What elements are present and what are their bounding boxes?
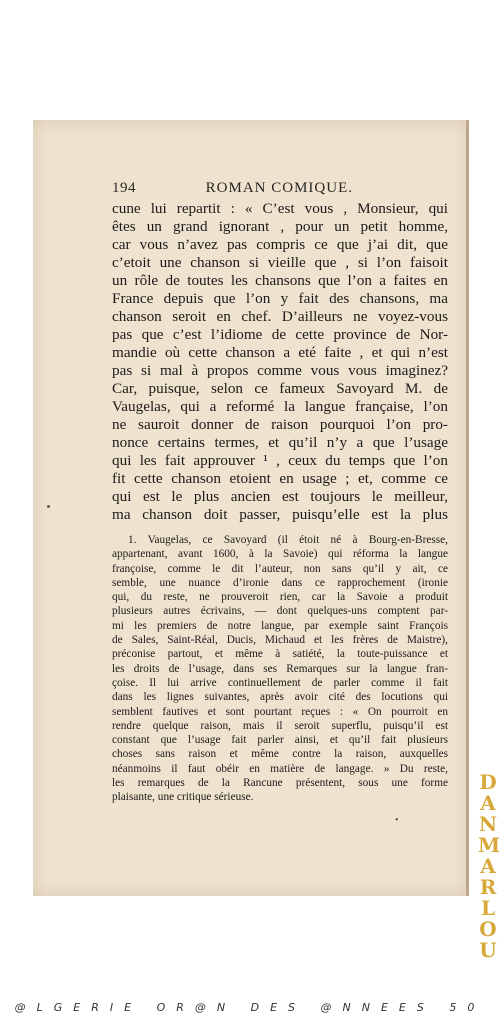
watermark-letter: D xyxy=(479,770,497,794)
watermark-letter: R xyxy=(479,875,497,899)
text-line: qui les fait approuver ¹ , ceux du temps que l’on xyxy=(112,452,448,469)
footnote-line: qui, du reste, ne prouveroit rien, car la Savoie a produit xyxy=(112,591,448,604)
footnote-line: préconise partout, et même à satiété, la toute-puissance et xyxy=(112,648,448,661)
footnote-line: les remarques de la Rancune présentent, sous une forme xyxy=(112,777,448,790)
margin-mark xyxy=(47,505,50,508)
watermark-letter: L xyxy=(480,896,496,920)
text-line: Vaugelas, qui a reformé la langue française, l’on xyxy=(112,398,448,415)
footnote-line: françoise, comme le dit l’auteur, non sans qu’il y ait, ce xyxy=(112,562,448,575)
vertical-watermark xyxy=(478,772,498,961)
watermark-letter: A xyxy=(480,854,496,878)
footnote-line: plusieurs autres écrivains, — dont quelques-uns comptent par- xyxy=(112,605,448,618)
watermark-letter: O xyxy=(479,917,497,941)
footnote-block xyxy=(112,533,448,805)
print-speck: • xyxy=(395,815,399,826)
bottom-watermark: @LGERIE OR@N DES @NNEES 50 xyxy=(14,1001,486,1014)
footnote-line: mi les premiers de notre langue, par exemple saint François xyxy=(112,619,448,632)
text-line: pas si mal à propos comme vous vous imaginez? xyxy=(112,362,448,379)
footnote-line: dans les lignes suivantes, après avoir cité des locutions qui xyxy=(112,691,448,704)
watermark-letter: M xyxy=(478,833,500,857)
footnote-line: néanmoins il faut obéir en matière de langage. » Du reste, xyxy=(112,762,448,775)
text-line: chanson seroit en chef. D’ailleurs ne voyez-vous xyxy=(112,308,448,325)
watermark-letter: A xyxy=(480,791,496,815)
footnote-line: 1. Vaugelas, ce Savoyard (il étoit né à Bourg-en-Bresse, xyxy=(128,534,448,546)
footnote-line: plaisante, une critique sérieuse. xyxy=(112,791,254,804)
text-line: France depuis que l’on y fait des chansons, ma xyxy=(112,290,448,307)
text-line: ne sauroit donner de raison pourquoi l’on pro- xyxy=(112,416,448,433)
footnote-line: çoise. Il lui arrive continuellement de parler comme il fait xyxy=(112,676,448,689)
footnote-line: de Sales, Saint-Réal, Ducis, Michaud et les frères de Maistre), xyxy=(112,634,448,647)
text-line: nonce certains termes, et qu’il n’y a que l’usage xyxy=(112,434,448,451)
footnote-line: appartenant, avant 1600, à la Savoie) qui réforma la langue xyxy=(112,548,448,561)
footnote-line: rendre quelque raison, mais il seroit superflu, puisqu’il est xyxy=(112,719,448,732)
footnote-line: constant que l’usage fait parler ainsi, et qu’il fait plusieurs xyxy=(112,734,448,747)
page-edge xyxy=(466,120,469,896)
text-line: car vous n’avez pas compris ce que j’ai dit, que xyxy=(112,236,448,253)
text-line: Car, puisque, selon ce fameux Savoyard M. de xyxy=(112,380,448,397)
text-line: ma chanson doit passer, puisqu’elle est la plus xyxy=(112,506,448,523)
text-line: êtes un grand ignorant , pour un petit homme, xyxy=(112,218,448,235)
watermark-letter: N xyxy=(478,812,498,836)
footnote-line: semble, une nuance d’ironie dans ce rapprochement (ironie xyxy=(112,576,448,589)
watermark-letter: U xyxy=(479,938,497,962)
text-line: mandie où cette chanson a eté faite , et qui n’est xyxy=(112,344,448,361)
text-line: un rôle de toutes les chansons que l’on a faites en xyxy=(112,272,448,289)
footnote-line: choses sans raison et même contre la raison, auxquelles xyxy=(112,748,448,761)
footnote-line: les droits de l’usage, dans ses Remarques sur la langue fran- xyxy=(112,662,448,675)
text-line: pas que c’est l’idiome de cette province de Nor- xyxy=(112,326,448,343)
footnote-line: semblent fautives et sont pourtant reçues : « On pourroit en xyxy=(112,705,448,718)
text-line: qui est le plus ancien est toujours le meilleur, xyxy=(112,488,448,505)
text-line: cune lui repartit : « C’est vous , Monsieur, qui xyxy=(112,200,448,217)
page-header xyxy=(112,180,448,197)
text-line: c’etoit une chanson si vieille que , si l’on faisoit xyxy=(112,254,448,271)
text-line: fit cette chanson etoient en usage ; et, comme ce xyxy=(112,470,448,487)
main-text xyxy=(112,200,448,524)
running-title: ROMAN COMIQUE. xyxy=(205,180,353,196)
page-number: 194 xyxy=(112,180,136,196)
